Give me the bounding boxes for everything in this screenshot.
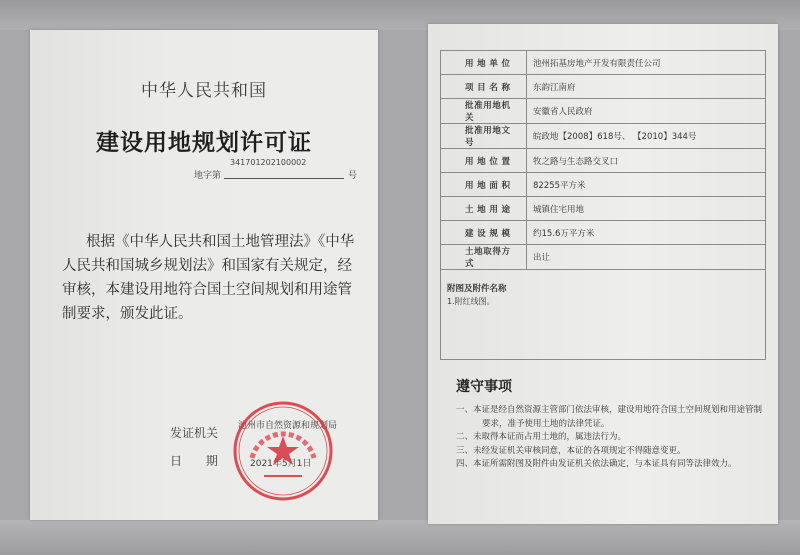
serial-underline (224, 178, 344, 179)
issue-date: 2021年5月1日 (250, 459, 312, 469)
table-row (441, 51, 766, 75)
row-label: 批准用地文号 (441, 124, 527, 149)
row-label: 建设规模 (441, 221, 527, 245)
row-label: 土地用途 (441, 197, 527, 221)
serial-suffix: 号 (348, 171, 358, 181)
certificate-title: 建设用地规划许可证 (96, 130, 312, 156)
issuer-name: 池州市自然资源和规划局 (238, 421, 338, 431)
table-row (441, 99, 766, 124)
official-seal-icon (230, 398, 336, 504)
table-row (441, 221, 766, 245)
row-label: 土地取得方式 (441, 245, 527, 270)
certificate-body-text: 根据《中华人民共和国土地管理法》《中华人民共和国城乡规划法》和国家有关规定，经审核，本建设用地符合国土空间规划和用途管制要求，颁发此证。 (62, 234, 355, 322)
row-value: 东韵江南府 (527, 75, 766, 99)
row-label: 项目名称 (441, 75, 527, 99)
row-value: 池州拓基房地产开发有限责任公司 (527, 51, 766, 75)
date-label: 日 期 (170, 454, 218, 468)
row-label: 用地位置 (441, 149, 527, 173)
table-row (441, 245, 766, 270)
notice-item: 二、未取得本证而占用土地的，属违法行为。 (456, 432, 627, 442)
attachments-label: 附图及附件名称 (447, 284, 507, 294)
row-value: 牧之路与生态路交叉口 (527, 149, 766, 173)
certificate-cover-page (30, 30, 378, 520)
row-value: 约15.6万平方米 (527, 221, 766, 245)
row-value: 皖政地【2008】618号、 【2010】344号 (527, 124, 766, 149)
row-value: 82255平方米 (527, 173, 766, 197)
issuer-label: 发证机关 (170, 426, 219, 440)
background-bottom (0, 520, 800, 555)
row-value: 安徽省人民政府 (527, 99, 766, 124)
serial-number: 341701202100002 (230, 158, 307, 167)
row-value: 城镇住宅用地 (527, 197, 766, 221)
notice-item: 一、本证是经自然资源主管部门依法审核，建设用地符合国土空间规划和用途管制要求，准予使用土地的法律凭证。 (456, 405, 763, 429)
table-row (441, 124, 766, 149)
notice-item: 四、本证所需附图及附件由发证机关依法确定，与本证具有同等法律效力。 (456, 459, 737, 469)
notice-item: 三、未经发证机关审核同意，本证的各项规定不得随意变更。 (456, 445, 686, 456)
notice-title: 遵守事项 (456, 379, 512, 395)
row-value: 出让 (527, 245, 766, 270)
serial-number-row (194, 158, 384, 182)
attachments-row (441, 270, 766, 360)
table-row (441, 173, 766, 197)
table-row (441, 197, 766, 221)
table-row (441, 149, 766, 173)
attachment-item: 1.附红线图。 (447, 297, 495, 306)
land-info-table (440, 50, 766, 360)
certificate-details-page (428, 24, 778, 524)
serial-prefix: 地字第 (194, 171, 222, 181)
row-label: 批准用地机关 (441, 99, 527, 124)
attachments-cell (441, 270, 766, 360)
row-label: 用地面积 (441, 173, 527, 197)
notice-list (456, 404, 762, 472)
row-label: 用地单位 (441, 51, 527, 75)
table-row (441, 75, 766, 99)
country-name: 中华人民共和国 (141, 81, 267, 101)
